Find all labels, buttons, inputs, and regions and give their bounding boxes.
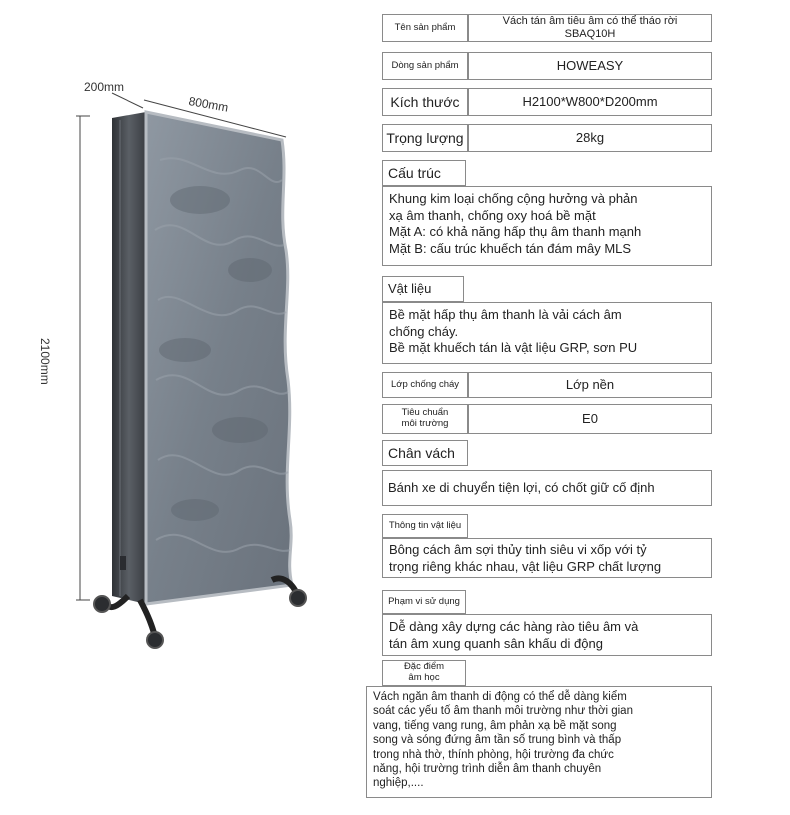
acoustic-value: Vách ngăn âm thanh di động có thể dễ dàng kiểm soát các yếu tố âm thanh môi trường như thời gian vang, tiếng vang rung, âm phản xạ bề mặt song song và sóng đứng âm tần số trung bình và thấp trong nhà thờ, thính phòng, hội trường đa chức năng, hội trường trình diễn âm thanh chuyên nghiệp,....: [366, 686, 712, 798]
fire-rating-value: Lớp nền: [468, 372, 712, 398]
weight-label: Trọng lượng: [382, 124, 468, 152]
scope-label: Phạm vi sử dụng: [382, 590, 466, 614]
material-value: Bề mặt hấp thụ âm thanh là vải cách âm chống cháy. Bề mặt khuếch tán là vật liệu GRP, sơn PU: [382, 302, 712, 364]
base-label: Chân vách: [382, 440, 468, 466]
height-dimension-label: 2100mm: [38, 338, 52, 385]
material-info-label: Thông tin vật liệu: [382, 514, 468, 538]
product-line-value: HOWEASY: [468, 52, 712, 80]
weight-value: 28kg: [468, 124, 712, 152]
base-value: Bánh xe di chuyển tiện lợi, có chốt giữ cố định: [382, 470, 712, 506]
product-name-value: Vách tán âm tiêu âm có thể tháo rời SBAQ10H: [468, 14, 712, 42]
product-name-label: Tên sản phẩm: [382, 14, 468, 42]
size-label: Kích thước: [382, 88, 468, 116]
product-line-label: Dòng sản phẩm: [382, 52, 468, 80]
material-label: Vật liệu: [382, 276, 464, 302]
panel-side-frame: [112, 112, 146, 604]
env-standard-label: Tiêu chuẩn môi trường: [382, 404, 468, 434]
env-standard-value: E0: [468, 404, 712, 434]
depth-dimension-label: 200mm: [84, 80, 125, 94]
width-dimension-label: 800mm: [187, 94, 230, 115]
structure-label: Cấu trúc: [382, 160, 466, 186]
structure-value: Khung kim loại chống cộng hưởng và phản xạ âm thanh, chống oxy hoá bề mặt Mặt A: có khả năng hấp thụ âm thanh mạnh Mặt B: cấu trúc khuếch tán đám mây MLS: [382, 186, 712, 266]
acoustic-panel-image: [0, 0, 370, 815]
material-info-value: Bông cách âm sợi thủy tinh siêu vi xốp với tỷ trọng riêng khác nhau, vật liệu GRP chất lượng: [382, 538, 712, 578]
size-value: H2100*W800*D200mm: [468, 88, 712, 116]
fire-rating-label: Lớp chống cháy: [382, 372, 468, 398]
acoustic-label: Đặc điểm âm học: [382, 660, 466, 686]
scope-value: Dễ dàng xây dựng các hàng rào tiêu âm và tán âm xung quanh sân khấu di động: [382, 614, 712, 656]
product-illustration: [0, 0, 370, 815]
